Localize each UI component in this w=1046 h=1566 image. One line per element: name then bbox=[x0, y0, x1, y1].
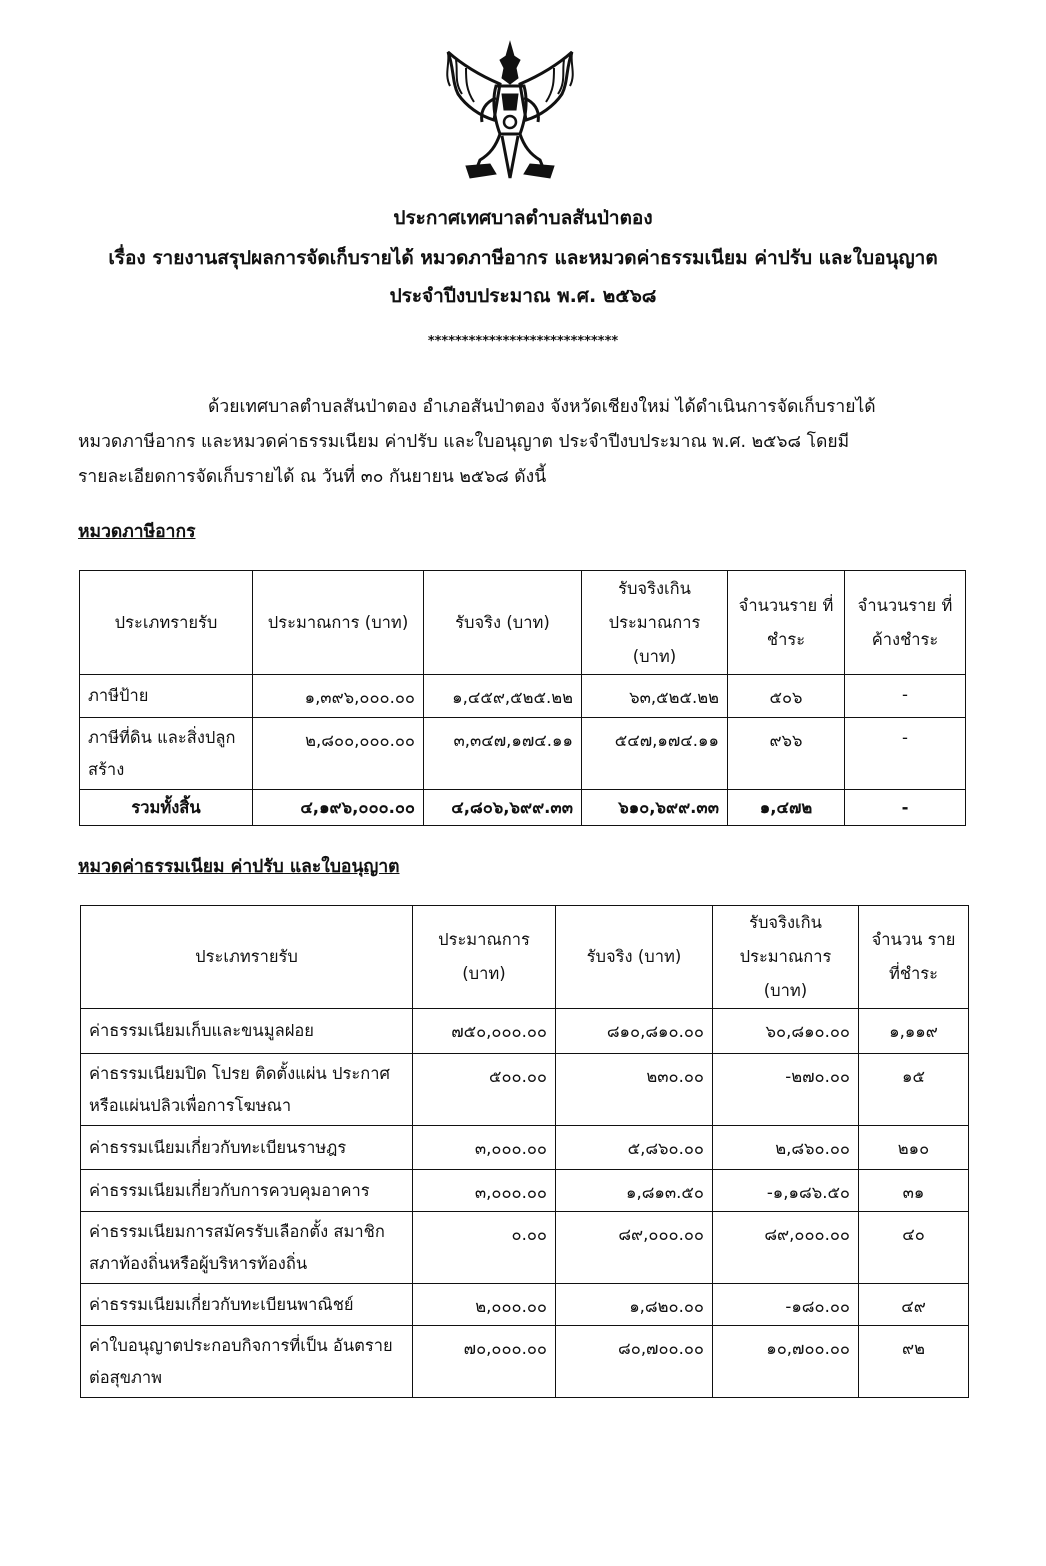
intro-line-2: หมวดภาษีอากร และหมวดค่าธรรมเนียม ค่าปรับ และใบอนุญาต ประจำปีงบประมาณ พ.ศ. ๒๕๖๘ โดยมี bbox=[78, 432, 850, 452]
estimate-cell: ๑,๓๙๖,๐๐๐.๐๐ bbox=[253, 675, 424, 718]
paid-count-cell: ๓๑ bbox=[859, 1170, 969, 1212]
revenue-type-cell: ภาษีป้าย bbox=[80, 675, 253, 718]
column-header: จำนวน ราย ที่ชำระ bbox=[859, 906, 969, 1009]
revenue-type-cell: ค่าธรรมเนียมเกี่ยวกับทะเบียนพาณิชย์ bbox=[81, 1284, 413, 1326]
paid-count-cell: ๑๕ bbox=[859, 1054, 969, 1126]
column-header: ประมาณการ (บาท) bbox=[253, 571, 424, 675]
table-row bbox=[81, 1054, 969, 1126]
revenue-type-cell: ค่าธรรมเนียมการสมัครรับเลือกตั้ง สมาชิกสภาท้องถิ่นหรือผู้บริหารท้องถิ่น bbox=[81, 1212, 413, 1284]
column-header: รับจริงเกิน ประมาณการ (บาท) bbox=[582, 571, 728, 675]
garuda-emblem-icon bbox=[436, 38, 584, 188]
actual-cell: ๑,๘๑๓.๕๐ bbox=[556, 1170, 713, 1212]
table-row bbox=[81, 1126, 969, 1170]
intro-line-1: ด้วยเทศบาลตำบลสันป่าตอง อำเภอสันป่าตอง จังหวัดเชียงใหม่ ได้ดำเนินการจัดเก็บรายได้ bbox=[208, 397, 876, 417]
estimate-cell: ๗๕๐,๐๐๐.๐๐ bbox=[413, 1009, 556, 1054]
fee-section-heading: หมวดค่าธรรมเนียม ค่าปรับ และใบอนุญาต bbox=[78, 857, 400, 877]
total-actual: ๔,๘๐๖,๖๙๙.๓๓ bbox=[424, 790, 582, 826]
actual-cell: ๘๐,๗๐๐.๐๐ bbox=[556, 1326, 713, 1398]
table-header-row bbox=[80, 571, 966, 675]
revenue-type-cell: ค่าธรรมเนียมปิด โปรย ติดตั้งแผ่น ประกาศหรือแผ่นปลิวเพื่อการโฆษณา bbox=[81, 1054, 413, 1126]
table-row bbox=[80, 718, 966, 790]
table-header-row bbox=[81, 906, 969, 1009]
actual-cell: ๓,๓๔๗,๑๗๔.๑๑ bbox=[424, 718, 582, 790]
estimate-cell: ๐.๐๐ bbox=[413, 1212, 556, 1284]
revenue-type-cell: ค่าธรรมเนียมเก็บและขนมูลฝอย bbox=[81, 1009, 413, 1054]
announcement-subject: เรื่อง รายงานสรุปผลการจัดเก็บรายได้ หมวดภาษีอากร และหมวดค่าธรรมเนียม ค่าปรับ และใบอนุญาต bbox=[108, 247, 938, 269]
estimate-cell: ๕๐๐.๐๐ bbox=[413, 1054, 556, 1126]
intro-line-3: รายละเอียดการจัดเก็บรายได้ ณ วันที่ ๓๐ กันยายน ๒๕๖๘ ดังนี้ bbox=[78, 467, 547, 487]
excess-cell: -๒๗๐.๐๐ bbox=[713, 1054, 859, 1126]
column-header: จำนวนราย ที่ชำระ bbox=[728, 571, 845, 675]
table-row bbox=[80, 675, 966, 718]
paid-count-cell: ๔๙ bbox=[859, 1284, 969, 1326]
fee-revenue-table bbox=[80, 905, 969, 1398]
paid-count-cell: ๑,๑๑๙ bbox=[859, 1009, 969, 1054]
total-row bbox=[80, 790, 966, 826]
excess-cell: -๑๘๐.๐๐ bbox=[713, 1284, 859, 1326]
excess-cell: ๑๐,๗๐๐.๐๐ bbox=[713, 1326, 859, 1398]
estimate-cell: ๗๐,๐๐๐.๐๐ bbox=[413, 1326, 556, 1398]
outstanding-count-cell: - bbox=[845, 718, 966, 790]
actual-cell: ๒๓๐.๐๐ bbox=[556, 1054, 713, 1126]
revenue-type-cell: ภาษีที่ดิน และสิ่งปลูกสร้าง bbox=[80, 718, 253, 790]
revenue-type-cell: ค่าธรรมเนียมเกี่ยวกับการควบคุมอาคาร bbox=[81, 1170, 413, 1212]
revenue-type-cell: ค่าใบอนุญาตประกอบกิจการที่เป็น อันตรายต่อสุขภาพ bbox=[81, 1326, 413, 1398]
total-excess: ๖๑๐,๖๙๙.๓๓ bbox=[582, 790, 728, 826]
tax-revenue-table bbox=[79, 570, 966, 826]
total-label: รวมทั้งสิ้น bbox=[80, 790, 253, 826]
excess-cell: -๑,๑๘๖.๕๐ bbox=[713, 1170, 859, 1212]
actual-cell: ๘๙,๐๐๐.๐๐ bbox=[556, 1212, 713, 1284]
excess-cell: ๕๔๗,๑๗๔.๑๑ bbox=[582, 718, 728, 790]
fiscal-year-line: ประจำปีงบประมาณ พ.ศ. ๒๕๖๘ bbox=[389, 285, 657, 307]
paid-count-cell: ๕๐๖ bbox=[728, 675, 845, 718]
table-row bbox=[81, 1326, 969, 1398]
estimate-cell: ๓,๐๐๐.๐๐ bbox=[413, 1126, 556, 1170]
excess-cell: ๖๓,๕๒๕.๒๒ bbox=[582, 675, 728, 718]
actual-cell: ๕,๘๖๐.๐๐ bbox=[556, 1126, 713, 1170]
excess-cell: ๖๐,๘๑๐.๐๐ bbox=[713, 1009, 859, 1054]
column-header: รับจริง (บาท) bbox=[556, 906, 713, 1009]
actual-cell: ๑,๔๕๙,๕๒๕.๒๒ bbox=[424, 675, 582, 718]
paid-count-cell: ๙๖๖ bbox=[728, 718, 845, 790]
revenue-type-cell: ค่าธรรมเนียมเกี่ยวกับทะเบียนราษฎร bbox=[81, 1126, 413, 1170]
paid-count-cell: ๒๑๐ bbox=[859, 1126, 969, 1170]
column-header: ประมาณการ (บาท) bbox=[413, 906, 556, 1009]
estimate-cell: ๒,๐๐๐.๐๐ bbox=[413, 1284, 556, 1326]
table-row bbox=[81, 1284, 969, 1326]
tax-section-heading: หมวดภาษีอากร bbox=[78, 522, 196, 542]
total-outstanding-count: - bbox=[845, 790, 966, 826]
actual-cell: ๑,๘๒๐.๐๐ bbox=[556, 1284, 713, 1326]
paid-count-cell: ๙๒ bbox=[859, 1326, 969, 1398]
total-estimate: ๔,๑๙๖,๐๐๐.๐๐ bbox=[253, 790, 424, 826]
paid-count-cell: ๔๐ bbox=[859, 1212, 969, 1284]
estimate-cell: ๓,๐๐๐.๐๐ bbox=[413, 1170, 556, 1212]
excess-cell: ๘๙,๐๐๐.๐๐ bbox=[713, 1212, 859, 1284]
estimate-cell: ๒,๘๐๐,๐๐๐.๐๐ bbox=[253, 718, 424, 790]
announcement-title: ประกาศเทศบาลตำบลสันป่าตอง bbox=[393, 207, 653, 229]
actual-cell: ๘๑๐,๘๑๐.๐๐ bbox=[556, 1009, 713, 1054]
total-paid-count: ๑,๔๗๒ bbox=[728, 790, 845, 826]
column-header: จำนวนราย ที่ค้างชำระ bbox=[845, 571, 966, 675]
column-header: รับจริงเกิน ประมาณการ (บาท) bbox=[713, 906, 859, 1009]
column-header: ประเภทรายรับ bbox=[80, 571, 253, 675]
table-row bbox=[81, 1170, 969, 1212]
column-header: ประเภทรายรับ bbox=[81, 906, 413, 1009]
table-row bbox=[81, 1009, 969, 1054]
excess-cell: ๒,๘๖๐.๐๐ bbox=[713, 1126, 859, 1170]
separator-line: **************************** bbox=[427, 334, 619, 349]
column-header: รับจริง (บาท) bbox=[424, 571, 582, 675]
outstanding-count-cell: - bbox=[845, 675, 966, 718]
table-row bbox=[81, 1212, 969, 1284]
